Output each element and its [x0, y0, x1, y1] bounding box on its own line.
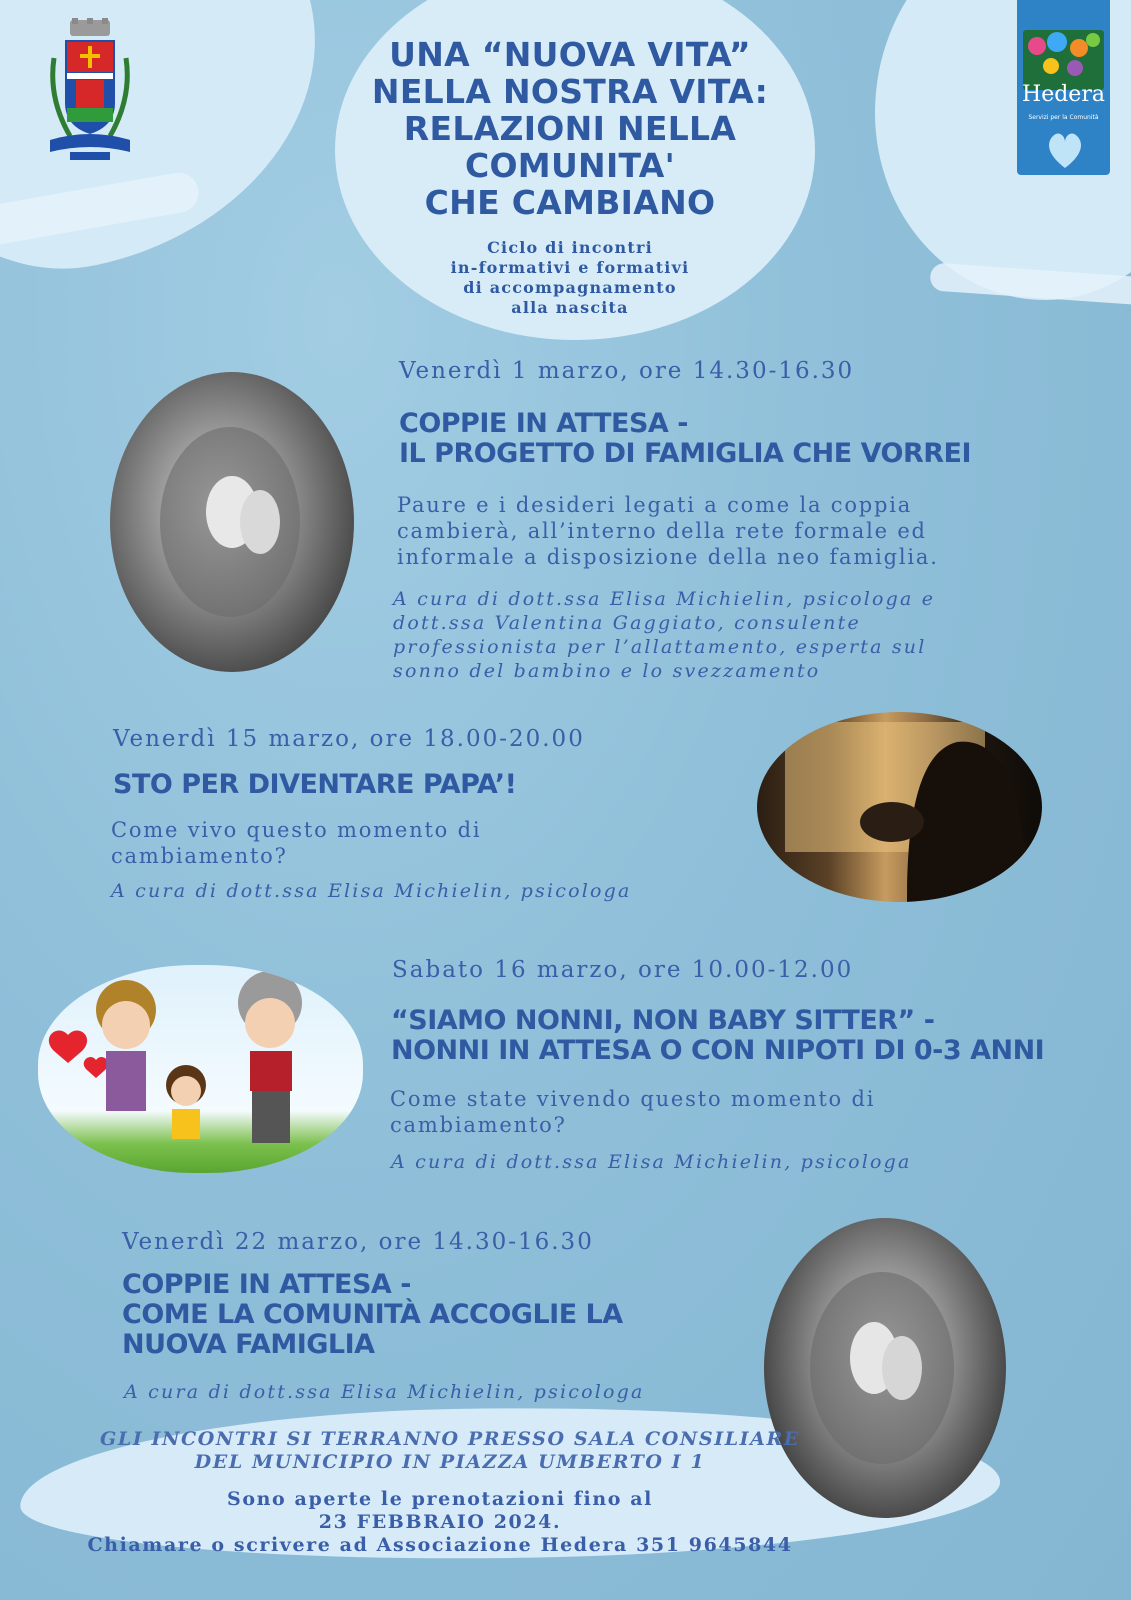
- booking-line: 23 FEBBRAIO 2024.: [318, 1511, 562, 1533]
- description-line: cambierà, all’interno della rete formale ed: [397, 519, 927, 543]
- description-line: Come state vivendo questo momento di: [390, 1087, 876, 1111]
- curator-line: A cura di dott.ssa Elisa Michielin, psicologa: [111, 880, 632, 902]
- booking-info: [70, 1488, 810, 1557]
- event-title-line: COPPIE IN ATTESA -: [122, 1269, 411, 1300]
- event-title-line: NUOVA FAMIGLIA: [122, 1329, 375, 1360]
- curator-line: A cura di dott.ssa Elisa Michielin, psicologa e: [393, 588, 936, 610]
- event-1-date: Venerdì 1 marzo, ore 14.30-16.30: [399, 358, 855, 384]
- hedera-wordmark: Hedera: [1022, 82, 1105, 107]
- title-line: NELLA NOSTRA VITA:: [371, 72, 769, 111]
- page-subtitle: [410, 238, 730, 318]
- event-3-date: Sabato 16 marzo, ore 10.00-12.00: [392, 957, 854, 983]
- subtitle-line: di accompagnamento: [463, 278, 677, 297]
- event-1-title: [399, 409, 971, 469]
- event-title-line: COME LA COMUNITÀ ACCOGLIE LA: [122, 1299, 623, 1330]
- title-line: CHE CAMBIANO: [424, 183, 716, 222]
- title-line: RELAZIONI NELLA: [403, 109, 737, 148]
- booking-line: Chiamare o scrivere ad Associazione Hedera 351 9645844: [87, 1534, 793, 1556]
- event-4-curator: [124, 1380, 645, 1404]
- title-line: UNA “NUOVA VITA”: [389, 35, 751, 74]
- hedera-leaf-icon: [1045, 128, 1085, 170]
- photo-hands-baby-feet: [110, 372, 354, 672]
- event-1-curator: [393, 587, 935, 683]
- event-2-description: [111, 817, 481, 869]
- event-title-line: COPPIE IN ATTESA -: [399, 408, 688, 439]
- curator-line: A cura di dott.ssa Elisa Michielin, psicologa: [124, 1381, 645, 1403]
- description-line: cambiamento?: [111, 844, 288, 868]
- curator-line: dott.ssa Valentina Gaggiato, consulente: [393, 612, 861, 634]
- description-line: Come vivo questo momento di: [111, 818, 482, 842]
- event-title-line: IL PROGETTO DI FAMIGLIA CHE VORREI: [399, 438, 972, 469]
- page-title: [330, 36, 810, 221]
- curator-line: sonno del bambino e lo svezzamento: [393, 660, 821, 682]
- description-line: cambiamento?: [390, 1113, 567, 1137]
- municipality-crest-logo: [40, 18, 140, 168]
- subtitle-line: in-formativi e formativi: [450, 258, 690, 277]
- hedera-logo: [1017, 0, 1110, 175]
- hedera-tagline: Servizi per la Comunità: [1028, 114, 1099, 121]
- subtitle-line: alla nascita: [511, 298, 629, 317]
- event-3-title: [391, 1006, 1044, 1066]
- venue-line: DEL MUNICIPIO IN PIAZZA UMBERTO I 1: [194, 1451, 706, 1473]
- booking-line: Sono aperte le prenotazioni fino al: [227, 1488, 653, 1510]
- venue-line: GLI INCONTRI SI TERRANNO PRESSO SALA CONSILIARE: [100, 1428, 800, 1450]
- illustration-grandparents-with-child: [38, 965, 363, 1173]
- event-4-title: [122, 1270, 623, 1360]
- event-2-curator: [111, 879, 632, 903]
- event-4-date: Venerdì 22 marzo, ore 14.30-16.30: [122, 1229, 594, 1255]
- subtitle-line: Ciclo di incontri: [487, 238, 653, 257]
- event-title-line: “SIAMO NONNI, NON BABY SITTER” -: [391, 1005, 935, 1036]
- curator-line: professionista per l’allattamento, esperta sul: [393, 636, 927, 658]
- event-1-description: [397, 492, 939, 570]
- photo-father-holding-baby: [757, 712, 1042, 902]
- description-line: informale a disposizione della neo famiglia.: [397, 545, 939, 569]
- venue-info: [90, 1428, 810, 1474]
- event-2-title: [113, 770, 516, 800]
- event-3-description: [390, 1086, 875, 1138]
- title-line: COMUNITA': [464, 146, 676, 185]
- event-title-line: NONNI IN ATTESA O CON NIPOTI DI 0-3 ANNI: [391, 1035, 1045, 1066]
- curator-line: A cura di dott.ssa Elisa Michielin, psicologa: [391, 1151, 912, 1173]
- event-3-curator: [391, 1150, 912, 1174]
- description-line: Paure e i desideri legati a come la coppia: [397, 493, 913, 517]
- event-title-line: STO PER DIVENTARE PAPA’!: [113, 769, 517, 800]
- hedera-leaves-graphic: [1023, 30, 1104, 90]
- event-2-date: Venerdì 15 marzo, ore 18.00-20.00: [113, 726, 585, 752]
